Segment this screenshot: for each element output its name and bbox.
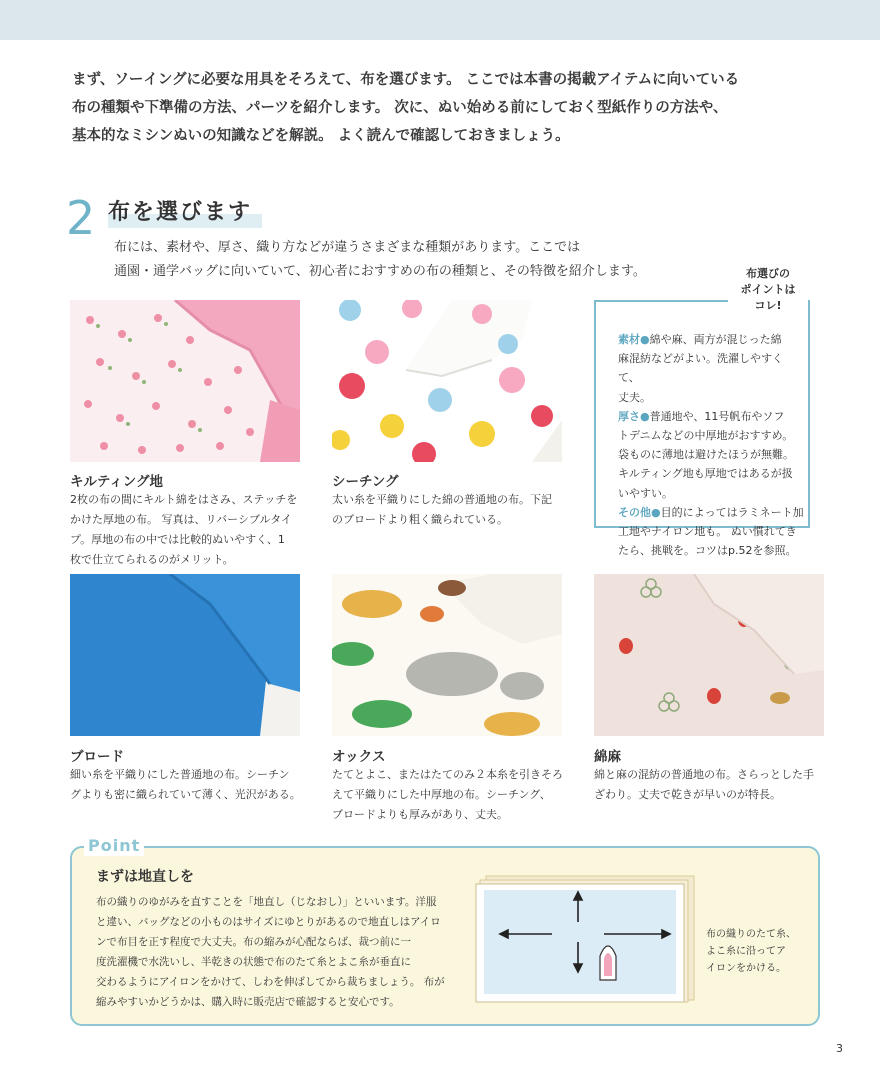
fabric-desc-line: 2枚の布の間にキルト綿をはさみ、ステッチを: [70, 493, 298, 506]
tip-line: 普通地や、11号帆布やソフ: [649, 409, 785, 423]
fabric-desc-line: ブロードよりも厚みがあり、丈夫。: [332, 808, 508, 821]
diagram-note-line: 布の織りのたて糸、: [706, 929, 796, 940]
fabric-desc-sheeting: [332, 490, 568, 530]
fabric-desc-line: かけた厚地の布。 写真は、リバーシブルタイ: [70, 513, 292, 526]
intro-line: まず、ソーイングに必要な用具をそろえて、布を選びます。 ここでは本書の掲載アイテムに向いている: [72, 72, 740, 88]
fabric-name-sheeting: シーチング: [332, 474, 399, 490]
diagram-note: [706, 926, 806, 977]
sheeting-fabric-photo: [332, 300, 562, 462]
top-band: [0, 0, 880, 40]
fabric-desc-line: 綿と麻の混紡の普通地の布。さらっとした手: [594, 768, 814, 781]
tip-heading-line: 布選びの: [746, 267, 790, 280]
tip-line: 綿や麻、両方が混じった綿: [649, 333, 782, 346]
fabric-desc-broad: [70, 765, 306, 805]
diagram-note-line: イロンをかける。: [706, 963, 786, 974]
tip-label-thickness: 厚さ●: [618, 409, 650, 423]
tip-line: 目的によってはラミネート加: [660, 505, 804, 519]
intro-line: 基本的なミシンぬいの知識などを解説。 よく読んで確認しておきましょう。: [72, 128, 570, 144]
broadcloth-fabric-photo: [70, 574, 300, 736]
oxford-fabric-photo: [332, 574, 562, 736]
tip-label-other: その他●: [618, 505, 661, 519]
point-title: まずは地直しを: [96, 869, 194, 885]
section-description: [114, 236, 714, 284]
point-text-line: 交わるようにアイロンをかけて、しわを伸ばしてから裁ちましょう。 布が: [96, 976, 445, 988]
fabric-desc-line: たてとよこ、またはたてのみ２本糸を引きそろ: [332, 768, 563, 781]
tip-line: 袋ものに薄地は避けたほうが無難。: [618, 448, 794, 462]
ironing-diagram: [474, 872, 696, 1006]
fabric-desc-ox: [332, 765, 568, 825]
tip-line: 丈夫。: [618, 390, 651, 404]
point-label: Point: [84, 836, 144, 856]
point-text-line: 度洗濯機で水洗いし、半乾きの状態で布のたて糸とよこ糸が垂直に: [96, 956, 411, 968]
tip-line: 麻混紡などがよい。洗濯しやすくて、: [618, 352, 783, 385]
fabric-tip-heading: [728, 266, 808, 314]
fabric-name-cotton-linen: 綿麻: [594, 749, 621, 765]
fabric-name-ox: オックス: [332, 749, 386, 765]
fabric-desc-cotton-linen: [594, 765, 830, 805]
fabric-desc-line: プ。厚地の布の中では比較的ぬいやすく、1: [70, 533, 285, 546]
tip-line: 工地やナイロン地も。 ぬい慣れてき: [618, 525, 797, 539]
tip-line: キルティング地も厚地ではあるが扱: [618, 467, 793, 481]
fabric-desc-line: のブロードより粗く織られている。: [332, 513, 508, 526]
tip-line: たら、挑戦を。コツはp.52を参照。: [618, 544, 797, 558]
diagram-note-line: よこ糸に沿ってア: [706, 946, 786, 957]
fabric-tip-body: [618, 330, 804, 560]
point-text-line: 布の織りのゆがみを直すことを「地直し（じなおし）」といいます。洋服: [96, 896, 437, 908]
section-desc-line: 布には、素材や、厚さ、織り方などが違うさまざまな種類があります。ここでは: [114, 240, 581, 255]
fabric-desc-quilting: [70, 490, 306, 570]
fabric-desc-line: 太い糸を平織りにした綿の普通地の布。下記: [332, 493, 552, 506]
fabric-desc-line: 枚で仕立てられるのがメリット。: [70, 553, 234, 566]
point-text: [96, 892, 450, 1012]
point-text-line: 縮みやすいかどうかは、購入時に販売店で確認すると安心です。: [96, 996, 400, 1008]
fabric-desc-line: グよりも密に織られていて薄く、光沢がある。: [70, 788, 301, 801]
intro-text: [72, 66, 832, 150]
fabric-desc-line: えて平織りにした中厚地の布。シーチング、: [332, 788, 551, 801]
point-text-line: と違い、バッグなどの小ものはサイズにゆとりがあるので地直しはアイロ: [96, 916, 441, 928]
point-text-line: ンで布目を正す程度で大丈夫。布の縮みが心配ならば、裁つ前に一: [96, 936, 411, 948]
section-title: 布を選びます: [108, 200, 253, 225]
page-number: 3: [836, 1042, 843, 1055]
intro-line: 布の種類や下準備の方法、パーツを紹介します。 次に、ぬい始める前にしておく型紙作りの方法や、: [72, 100, 728, 116]
cotton-linen-fabric-photo: [594, 574, 824, 736]
section-number: 2: [66, 191, 96, 245]
tip-heading-line: コレ!: [754, 299, 782, 312]
fabric-name-broad: ブロード: [70, 749, 124, 765]
tip-line: トデニムなどの中厚地がおすすめ。: [618, 429, 794, 443]
tip-heading-line: ポイントは: [740, 283, 796, 296]
quilting-fabric-photo: [70, 300, 300, 462]
section-desc-line: 通園・通学バッグに向いていて、初心者におすすめの布の種類と、その特徴を紹介します。: [114, 264, 646, 279]
tip-label-material: 素材●: [618, 333, 650, 346]
fabric-desc-line: ざわり。丈夫で乾きが早いのが特長。: [594, 788, 781, 801]
fabric-name-quilting: キルティング地: [70, 474, 164, 490]
fabric-desc-line: 細い糸を平織りにした普通地の布。シーチン: [70, 768, 290, 781]
tip-line: いやすい。: [618, 486, 673, 500]
